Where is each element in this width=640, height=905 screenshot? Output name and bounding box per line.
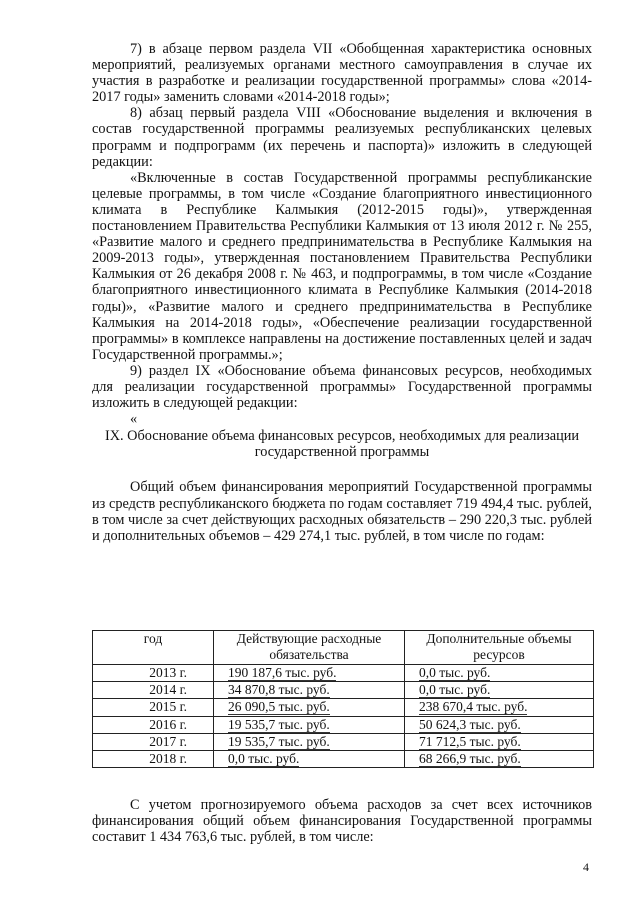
closing-text bbox=[92, 797, 592, 845]
row-current-value bbox=[214, 665, 405, 682]
additional-value-text: 68 266,9 тыс. руб. bbox=[419, 751, 521, 767]
additional-value-text: 71 712,5 тыс. руб. bbox=[419, 733, 521, 749]
additional-value-text: 50 624,3 тыс. руб. bbox=[419, 716, 521, 732]
table-row bbox=[93, 751, 594, 768]
current-value-text: 34 870,8 тыс. руб. bbox=[228, 682, 330, 698]
current-value-text: 190 187,6 тыс. руб. bbox=[228, 665, 337, 680]
opening-quote-mark: « bbox=[130, 411, 138, 428]
current-value-text: 19 535,7 тыс. руб. bbox=[228, 716, 330, 732]
section-heading: IX. Обоснование объема финансовых ресурсов, необходимых для реализации государственной программы bbox=[104, 428, 580, 461]
total-funding-paragraph: Общий объем финансирования мероприятий Государственной программы из средств республиканского бюджета по годам составляет 719 494,4 тыс. рублей, в том числе за счет действующих расходных обязательств – 290 220,3 тыс. рублей и дополнительных объемов – 429 274,1 тыс. рублей, в том числе по годам: bbox=[92, 479, 592, 544]
row-current-value bbox=[214, 699, 405, 716]
funding-table bbox=[92, 630, 594, 768]
row-additional-value bbox=[405, 751, 594, 768]
table-row bbox=[93, 716, 594, 733]
header-year: год bbox=[93, 631, 214, 665]
header-additional-resources: Дополнительные объемы ресурсов bbox=[405, 631, 594, 665]
row-year: 2018 г. bbox=[93, 751, 214, 768]
row-year: 2016 г. bbox=[93, 716, 214, 733]
paragraph-item-7: 7) в абзаце первом раздела VII «Обобщенная характеристика основных мероприятий, реализуемых органами местного самоуправления в случае их участия в разработке и реализации государственной программы» слова «2014-2017 годы» заменить словами «2014-2018 годы»; bbox=[92, 41, 592, 106]
row-year: 2015 г. bbox=[93, 699, 214, 716]
current-value-text: 26 090,5 тыс. руб. bbox=[228, 699, 330, 715]
paragraph-item-9: 9) раздел IX «Обоснование объема финансовых ресурсов, необходимых для реализации государственной программы» Государственной программы изложить в следующей редакции: bbox=[92, 362, 592, 412]
paragraph-item-8-quote: «Включенные в состав Государственной программы республиканские целевые программы, в том числе «Создание благоприятного инвестиционного климата в Республике Калмыкия (2012-2015 годы)», утвержденная постановлением Правительства Республики Калмыкия от 13 июля 2012 г. № 255, «Развитие малого и среднего предпринимательства в Республике Калмыкия на 2009-2013 годы», утвержденная постановлением Правительства Республики Калмыкия от 26 декабря 2008 г. № 463, и подпрограммы, в том числе «Создание благоприятного инвестиционного климата в Республике Калмыкия (2014-2018 годы)», «Развитие малого и среднего предпринимательства в Республике Калмыкия на 2014-2018 годы», «Обеспечение реализации государственной программы» в комплексе направлены на достижение поставленных целей и задач Государственной программы.»; bbox=[92, 169, 592, 363]
additional-value-text: 0,0 тыс. руб. bbox=[419, 665, 491, 680]
row-year: 2014 г. bbox=[93, 682, 214, 699]
table-row bbox=[93, 733, 594, 750]
paragraph-item-8: 8) абзац первый раздела VIII «Обоснование выделения и включения в состав государственной программы реализуемых республиканских целевых программ и подпрограмм (их перечень и паспорта)» изложить в следующей редакции: bbox=[92, 105, 592, 170]
row-additional-value bbox=[405, 716, 594, 733]
table-header-row bbox=[93, 631, 594, 665]
table-row bbox=[93, 699, 594, 716]
row-current-value bbox=[214, 716, 405, 733]
table-row bbox=[93, 665, 594, 682]
row-current-value bbox=[214, 751, 405, 768]
row-year: 2013 г. bbox=[93, 665, 214, 682]
current-value-text: 0,0 тыс. руб. bbox=[228, 751, 300, 767]
row-current-value bbox=[214, 733, 405, 750]
closing-paragraph: С учетом прогнозируемого объема расходов за счет всех источников финансирования общий объем финансирования Государственной программы составит 1 434 763,6 тыс. рублей, в том числе: bbox=[92, 797, 592, 846]
table-row bbox=[93, 682, 594, 699]
header-current-obligations: Действующие расходные обязательства bbox=[214, 631, 405, 665]
additional-value-text: 238 670,4 тыс. руб. bbox=[419, 699, 528, 715]
row-current-value bbox=[214, 682, 405, 699]
row-year: 2017 г. bbox=[93, 733, 214, 750]
row-additional-value bbox=[405, 682, 594, 699]
page-number: 4 bbox=[583, 860, 589, 874]
row-additional-value bbox=[405, 733, 594, 750]
body-text bbox=[92, 41, 592, 544]
row-additional-value bbox=[405, 699, 594, 716]
row-additional-value bbox=[405, 665, 594, 682]
additional-value-text: 0,0 тыс. руб. bbox=[419, 682, 491, 698]
current-value-text: 19 535,7 тыс. руб. bbox=[228, 733, 330, 749]
